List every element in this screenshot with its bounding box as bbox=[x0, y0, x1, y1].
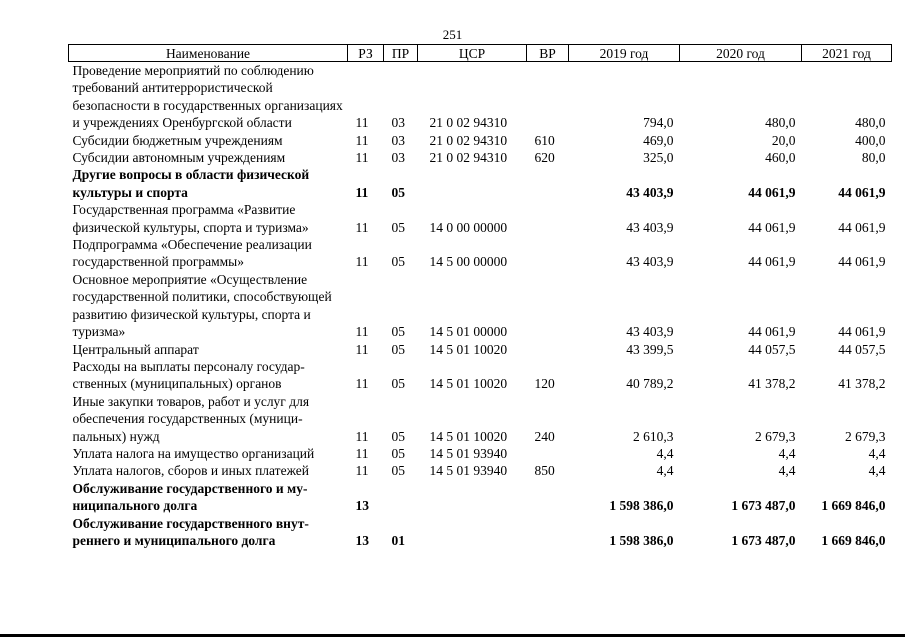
cell-name: Основное мероприятие «Осуществление государственной политики, способствующей развитию физической культуры, спорта и туризма» bbox=[72, 271, 332, 340]
cell-csr: 21 0 02 94310 bbox=[429, 115, 508, 131]
cell-2019: 794,0 bbox=[643, 115, 674, 131]
cell-2019: 4,4 bbox=[656, 445, 674, 461]
cell-vr: 620 bbox=[534, 150, 555, 166]
cell-vr bbox=[527, 445, 569, 462]
cell-rz: 11 bbox=[355, 150, 369, 166]
cell-pr: 03 bbox=[391, 132, 405, 148]
cell-name: Уплата налога на имущество организаций bbox=[72, 445, 315, 461]
header-vr: ВР bbox=[527, 45, 569, 62]
cell-csr: 14 5 01 00000 bbox=[429, 324, 508, 340]
cell-name: Субсидии бюджетным учреждениям bbox=[72, 132, 283, 148]
cell-vr bbox=[527, 271, 569, 341]
cell-vr bbox=[527, 480, 569, 515]
table-row bbox=[69, 132, 892, 149]
cell-2020: 41 378,2 bbox=[748, 376, 796, 392]
cell-2020: 2 679,3 bbox=[755, 428, 796, 444]
cell-2021: 44 061,9 bbox=[838, 254, 886, 270]
cell-pr: 05 bbox=[391, 463, 405, 479]
header-pr: ПР bbox=[384, 45, 418, 62]
cell-csr: 14 5 01 10020 bbox=[429, 341, 508, 357]
table-row bbox=[69, 341, 892, 358]
cell-rz: 13 bbox=[355, 498, 369, 514]
cell-vr: 240 bbox=[534, 428, 555, 444]
cell-2020: 1 673 487,0 bbox=[731, 532, 796, 548]
cell-rz: 11 bbox=[355, 254, 369, 270]
cell-name: Субсидии автономным учреждениям bbox=[72, 150, 286, 166]
table-row bbox=[69, 166, 892, 201]
table-row bbox=[69, 149, 892, 166]
cell-vr: 120 bbox=[534, 376, 555, 392]
cell-name: Обслуживание государственного внутреннего и муниципального долга bbox=[72, 515, 309, 548]
cell-2021: 1 669 846,0 bbox=[821, 498, 886, 514]
cell-name: Другие вопросы в области физической культуры и спорта bbox=[72, 167, 310, 200]
table-row bbox=[69, 480, 892, 515]
table-row bbox=[69, 445, 892, 462]
table-row bbox=[69, 515, 892, 550]
cell-2021: 1 669 846,0 bbox=[821, 532, 886, 548]
table-body bbox=[69, 62, 892, 550]
table-row bbox=[69, 358, 892, 393]
cell-name: Уплата налогов, сборов и иных платежей bbox=[72, 463, 309, 479]
cell-pr: 05 bbox=[391, 445, 405, 461]
cell-pr: 05 bbox=[391, 376, 405, 392]
table-header bbox=[69, 45, 892, 62]
cell-2019: 325,0 bbox=[643, 150, 674, 166]
cell-rz: 11 bbox=[355, 132, 369, 148]
cell-csr: 14 5 01 93940 bbox=[429, 463, 508, 479]
cell-2020: 44 061,9 bbox=[748, 324, 796, 340]
cell-name: Центральный аппарат bbox=[72, 341, 199, 357]
table-row bbox=[69, 236, 892, 271]
header-rz: РЗ bbox=[348, 45, 384, 62]
cell-csr bbox=[418, 480, 527, 515]
cell-rz: 11 bbox=[355, 184, 369, 200]
header-name: Наименование bbox=[69, 45, 348, 62]
cell-csr: 21 0 02 94310 bbox=[429, 150, 508, 166]
cell-2020: 44 061,9 bbox=[748, 219, 796, 235]
cell-rz: 11 bbox=[355, 463, 369, 479]
cell-2021: 41 378,2 bbox=[838, 376, 886, 392]
cell-2021: 2 679,3 bbox=[845, 428, 886, 444]
cell-2020: 20,0 bbox=[771, 132, 796, 148]
cell-2020: 44 061,9 bbox=[748, 254, 796, 270]
page-number: 251 bbox=[442, 27, 463, 42]
cell-csr bbox=[418, 515, 527, 550]
table-row bbox=[69, 201, 892, 236]
table-row bbox=[69, 393, 892, 445]
cell-2020: 44 061,9 bbox=[748, 184, 796, 200]
cell-2021: 80,0 bbox=[861, 150, 886, 166]
cell-rz: 11 bbox=[355, 219, 369, 235]
cell-vr bbox=[527, 236, 569, 271]
cell-2021: 44 061,9 bbox=[838, 184, 886, 200]
header-2020: 2020 год bbox=[680, 45, 802, 62]
cell-pr: 05 bbox=[391, 324, 405, 340]
cell-pr: 05 bbox=[391, 219, 405, 235]
cell-2019: 2 610,3 bbox=[633, 428, 674, 444]
cell-2020: 480,0 bbox=[765, 115, 796, 131]
cell-2019: 43 399,5 bbox=[626, 341, 674, 357]
cell-csr: 14 5 01 10020 bbox=[429, 376, 508, 392]
bottom-rule bbox=[0, 634, 905, 637]
cell-vr: 610 bbox=[534, 132, 555, 148]
cell-vr bbox=[527, 166, 569, 201]
cell-vr bbox=[527, 201, 569, 236]
cell-rz: 11 bbox=[355, 376, 369, 392]
cell-2020: 44 057,5 bbox=[748, 341, 796, 357]
header-2021: 2021 год bbox=[802, 45, 892, 62]
cell-2019: 43 403,9 bbox=[626, 324, 674, 340]
cell-2019: 43 403,9 bbox=[626, 254, 674, 270]
cell-2021: 400,0 bbox=[855, 132, 886, 148]
cell-2020: 4,4 bbox=[778, 445, 796, 461]
cell-pr: 05 bbox=[391, 341, 405, 357]
cell-pr: 05 bbox=[391, 428, 405, 444]
cell-pr bbox=[384, 480, 418, 515]
header-csr: ЦСР bbox=[418, 45, 527, 62]
table-row bbox=[69, 462, 892, 479]
cell-csr: 14 5 00 00000 bbox=[429, 254, 508, 270]
cell-2020: 4,4 bbox=[778, 463, 796, 479]
table-row bbox=[69, 271, 892, 341]
cell-rz: 11 bbox=[355, 428, 369, 444]
cell-name: Обслуживание государственного и муниципального долга bbox=[72, 480, 308, 514]
cell-name: Подпрограмма «Обеспечение реализации государственной программы» bbox=[72, 237, 312, 270]
table-row bbox=[69, 62, 892, 132]
cell-2020: 460,0 bbox=[765, 150, 796, 166]
cell-2021: 4,4 bbox=[868, 463, 886, 479]
cell-2019: 469,0 bbox=[643, 132, 674, 148]
cell-name: Расходы на выплаты персоналу государственных (муниципальных) органов bbox=[72, 358, 305, 392]
cell-rz: 11 bbox=[355, 324, 369, 340]
cell-2019: 43 403,9 bbox=[626, 184, 674, 200]
cell-pr: 05 bbox=[391, 184, 405, 200]
cell-2021: 480,0 bbox=[855, 115, 886, 131]
cell-rz: 11 bbox=[355, 341, 369, 357]
header-2019: 2019 год bbox=[569, 45, 680, 62]
cell-csr: 21 0 02 94310 bbox=[429, 132, 508, 148]
cell-2021: 44 061,9 bbox=[838, 324, 886, 340]
cell-2021: 44 057,5 bbox=[838, 341, 886, 357]
cell-rz: 13 bbox=[355, 532, 369, 548]
cell-csr bbox=[418, 166, 527, 201]
cell-pr: 05 bbox=[391, 254, 405, 270]
cell-vr bbox=[527, 62, 569, 132]
cell-name: Иные закупки товаров, работ и услуг для обеспечения государственных (муниципальных) нужд bbox=[72, 393, 310, 444]
cell-2021: 4,4 bbox=[868, 445, 886, 461]
cell-vr bbox=[527, 515, 569, 550]
cell-pr: 03 bbox=[391, 115, 405, 131]
cell-vr bbox=[527, 341, 569, 358]
cell-2019: 1 598 386,0 bbox=[609, 532, 674, 548]
budget-table bbox=[68, 44, 892, 549]
cell-2021: 44 061,9 bbox=[838, 219, 886, 235]
cell-2019: 1 598 386,0 bbox=[609, 498, 674, 514]
cell-vr: 850 bbox=[534, 463, 555, 479]
cell-pr: 01 bbox=[391, 532, 405, 548]
cell-rz: 11 bbox=[355, 115, 369, 131]
cell-2020: 1 673 487,0 bbox=[731, 498, 796, 514]
cell-2019: 43 403,9 bbox=[626, 219, 674, 235]
cell-2019: 40 789,2 bbox=[626, 376, 674, 392]
cell-name: Государственная программа «Развитие физической культуры, спорта и туризма» bbox=[72, 202, 309, 235]
cell-name: Проведение мероприятий по соблюдению требований антитеррористической безопасности в государственных организациях и учреждениях Оренбургской области bbox=[72, 63, 343, 131]
cell-csr: 14 5 01 93940 bbox=[429, 445, 508, 461]
cell-2019: 4,4 bbox=[656, 463, 674, 479]
cell-csr: 14 5 01 10020 bbox=[429, 428, 508, 444]
cell-csr: 14 0 00 00000 bbox=[429, 219, 508, 235]
cell-rz: 11 bbox=[355, 445, 369, 461]
cell-pr: 03 bbox=[391, 150, 405, 166]
